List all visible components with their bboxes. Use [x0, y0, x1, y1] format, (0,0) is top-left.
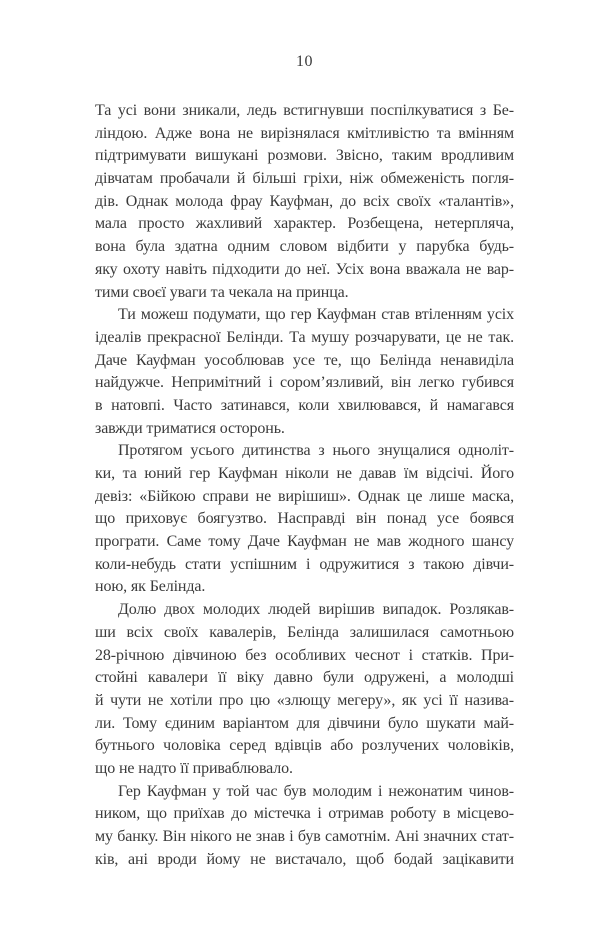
text-line: вона була здатна одним словом відбити у парубка будь- [95, 238, 514, 256]
text-line: ки, та юний гер Кауфман ніколи не давав їм відсічі. Його [95, 465, 514, 482]
text-line: ли. Тому єдиним варіантом для дівчини було шукати май- [95, 714, 514, 732]
text-line: му банку. Він нікого не знав і був самотнім. Ані значних стат- [95, 828, 514, 845]
text-line: ідеалів прекрасної Белінди. Та мушу розчарувати, це не так. [95, 328, 514, 346]
text-line: бутнього чоловіка серед вдівців або розлучених чоловіків, [95, 737, 514, 755]
paragraph [95, 304, 514, 440]
text-line: найдужче. Непримітний і сором’язливий, він легко губився [95, 374, 514, 392]
text-line: мала просто жахливий характер. Розбещена, нетерпляча, [95, 215, 514, 233]
text-line: 28-річною дівчиною без особливих чеснот і статків. При- [95, 646, 514, 664]
text-line: що приховує боягузтво. Насправді він понад усе боявся [95, 510, 514, 528]
text-line: завжди триматися осторонь. [95, 419, 285, 437]
text-line: Та усі вони зникали, ледь встигнувши поспілкуватися з Бе- [95, 102, 514, 119]
text-line: підтримувати вишукані розмови. Звісно, таким вродливим [95, 147, 514, 165]
text-line: ши всіх своїх кавалерів, Белінда залишилася самотньою [95, 623, 514, 641]
text-line: Даче Кауфман уособлював усе те, що Белінда ненавиділа [95, 351, 514, 369]
text-line: яку охоту навіть підходити до неї. Усіх вона вважала не вар- [95, 260, 514, 278]
text-line: девіз: «Бійкою справи не вирішиш». Однак це лише маска, [95, 487, 514, 505]
text-line: ником, що приїхав до містечка і отримав роботу в місцево- [95, 805, 514, 823]
paragraph [95, 440, 514, 599]
text-line: Протягом усього дитинства з нього знущалися одноліт- [118, 442, 514, 460]
text-line: ліндою. Адже вона не вирізнялася кмітливістю та вмінням [95, 124, 514, 142]
text-line: дів. Однак молода фрау Кауфман, до всіх своїх «талантів», [95, 192, 514, 210]
text-block [95, 100, 514, 871]
paragraph [95, 599, 514, 781]
text-line: дівчатам пробачали й більші гріхи, ніж обмеженість погля- [95, 170, 514, 188]
page-number: 10 [296, 53, 313, 70]
text-line: Ти можеш подумати, що гер Кауфман став втіленням усіх [118, 306, 514, 324]
text-line: програти. Саме тому Даче Кауфман не мав жодного шансу [95, 533, 514, 551]
text-line: коли-небудь стати успішним і одружитися з такою дівчи- [95, 555, 514, 573]
text-line: тими своєї уваги та чекала на принца. [95, 283, 349, 301]
text-line: стойні кавалери її віку давно були одружені, а молодші [95, 669, 514, 687]
text-line: Гер Кауфман у той час був молодим і нежонатим чинов- [118, 782, 514, 800]
text-line: в натовпі. Часто затинався, коли хвилювався, й намагався [95, 396, 514, 414]
text-line: що не надто її приваблювало. [95, 759, 293, 777]
text-line: ків, ані вроди йому не вистачало, щоб бодай зацікавити [95, 850, 514, 868]
paragraph [95, 100, 514, 304]
text-line: й чути не хотіли про цю «злющу мегеру», як усі її назива- [95, 691, 514, 709]
text-line: Долю двох молодих людей вирішив випадок. Розлякав- [118, 601, 514, 619]
paragraph [95, 781, 514, 872]
text-line: ною, як Белінда. [95, 578, 206, 596]
